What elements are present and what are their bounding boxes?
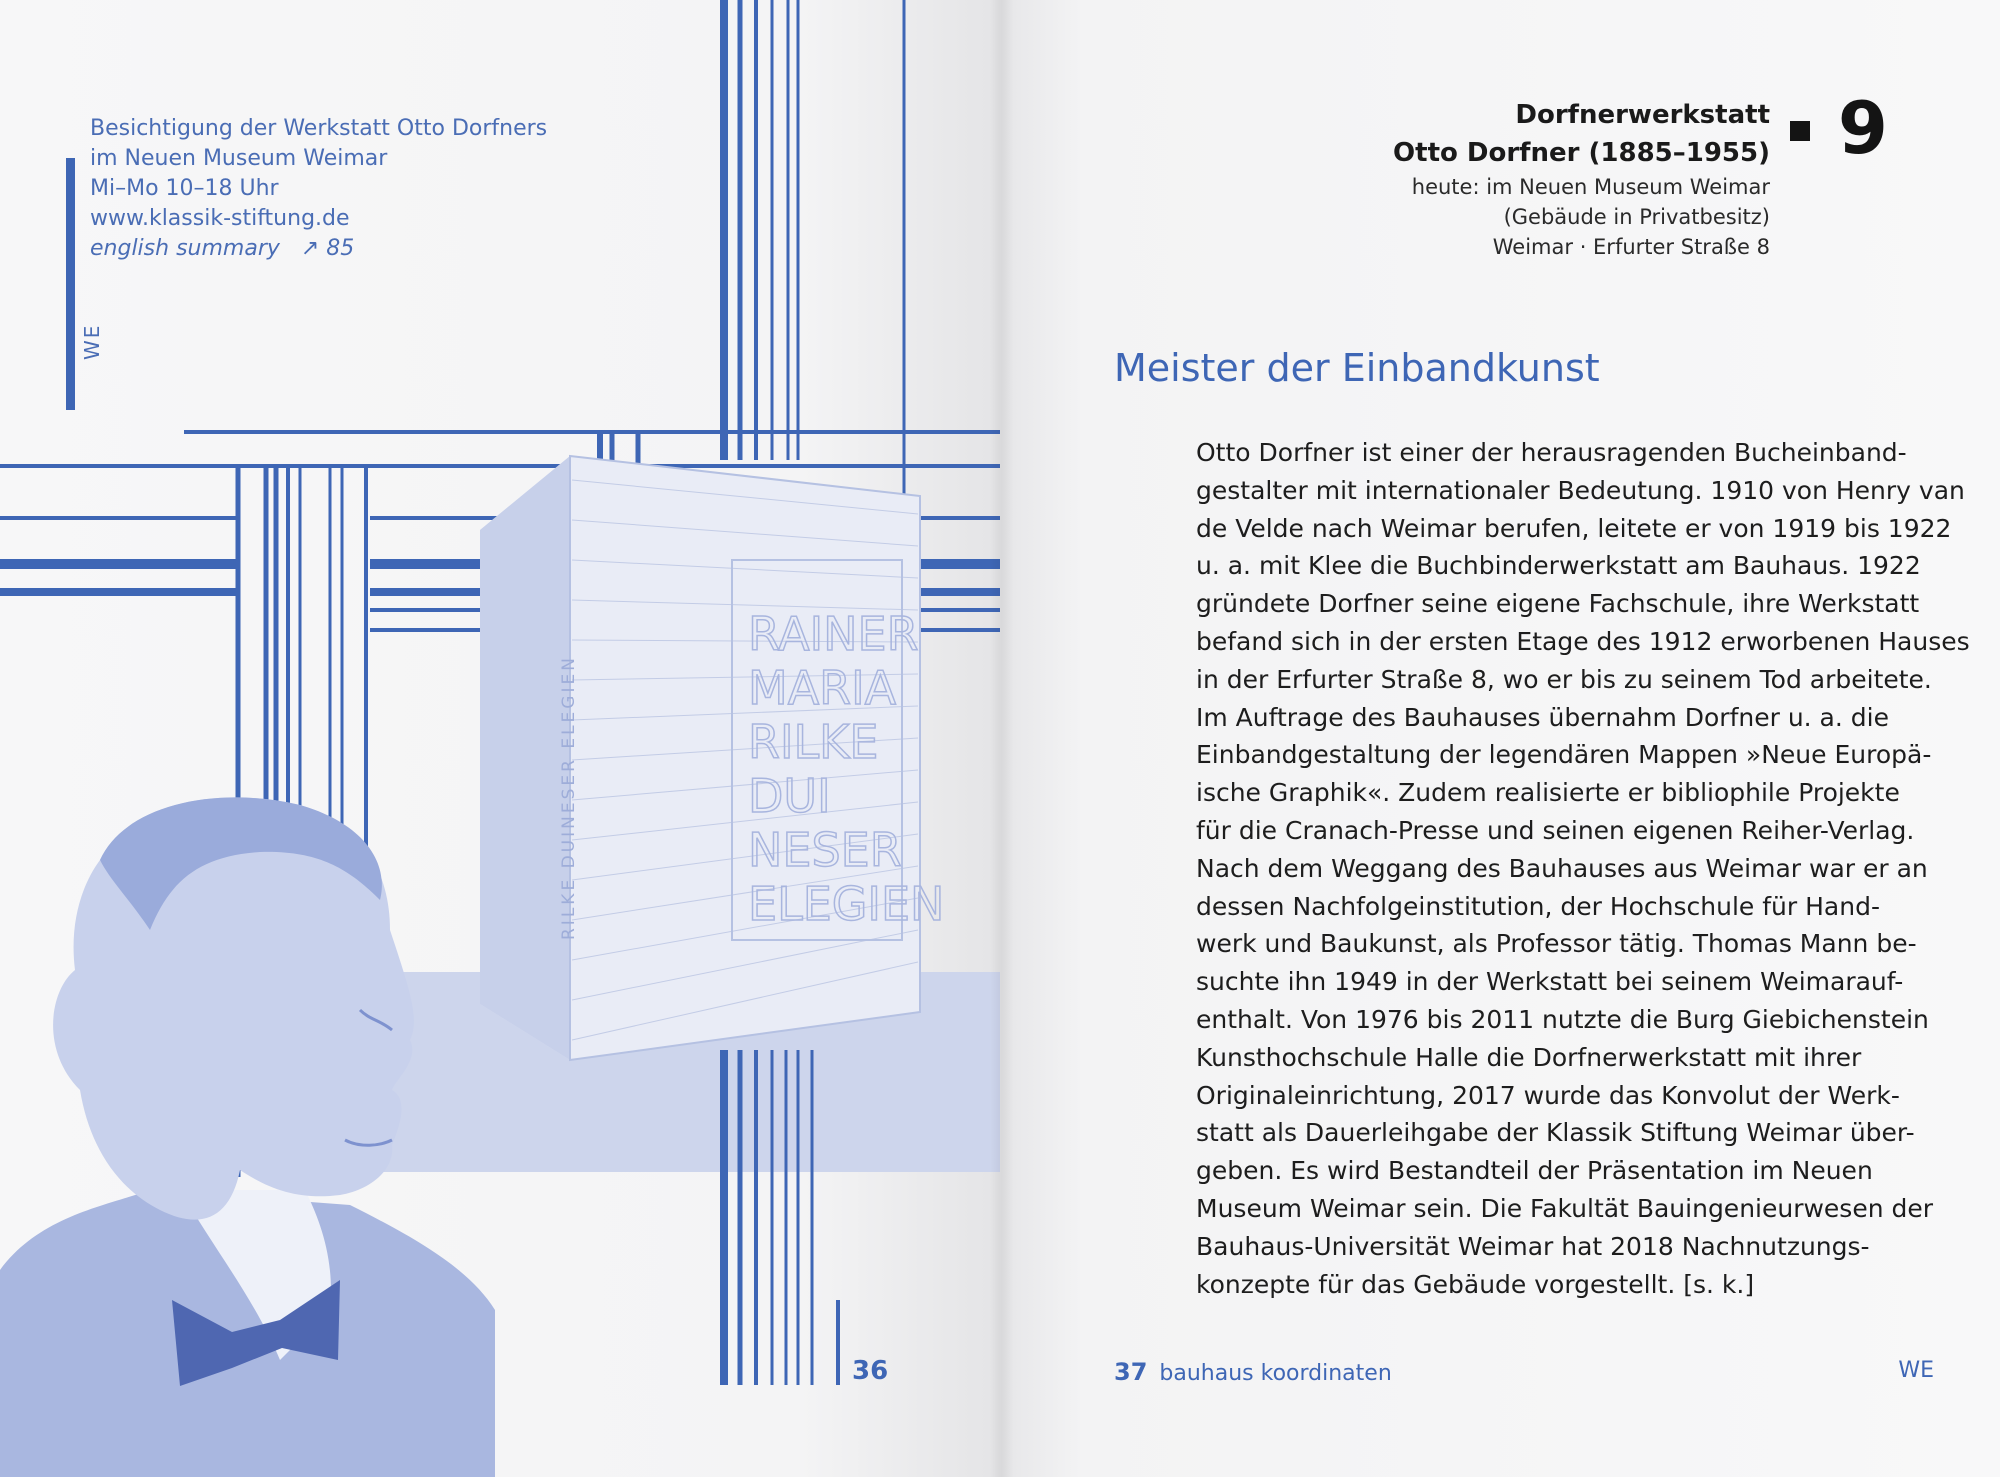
body-line: ische Graphik«. Zudem realisierte er bibliophile Projekte bbox=[1196, 778, 1900, 808]
body-line: Im Auftrage des Bauhauses übernahm Dorfner u. a. die bbox=[1196, 702, 1889, 732]
site-address: Weimar · Erfurter Straße 8 bbox=[1492, 235, 1770, 259]
site-number: 9 bbox=[1837, 86, 1888, 170]
site-title: Dorfnerwerkstatt bbox=[1515, 100, 1770, 130]
page-footer bbox=[1114, 1358, 1392, 1386]
body-text bbox=[1196, 434, 1970, 1303]
body-line: in der Erfurter Straße 8, wo er bis zu seinem Tod arbeitete. bbox=[1196, 664, 1932, 694]
body-line: befand sich in der ersten Etage des 1912 erworbenen Hauses bbox=[1196, 626, 1970, 656]
body-line: für die Cranach-Presse und seinen eigenen Reiher-Verlag. bbox=[1196, 815, 1915, 845]
site-sub-line: (Gebäude in Privatbesitz) bbox=[1503, 205, 1770, 229]
info-line-website[interactable]: www.klassik-stiftung.de bbox=[90, 206, 350, 231]
body-line: konzepte für das Gebäude vorgestellt. [s. k.] bbox=[1196, 1269, 1755, 1299]
body-line: dessen Nachfolgeinstitution, der Hochschule für Hand- bbox=[1196, 891, 1880, 921]
book-title-line: ELEGIEN bbox=[748, 877, 945, 931]
body-line: Einbandgestaltung der legendären Mappen »Neue Europä- bbox=[1196, 740, 1932, 770]
footer-title: bauhaus koordinaten bbox=[1159, 1361, 1392, 1386]
site-header bbox=[1393, 96, 1770, 262]
body-line: Otto Dorfner ist einer der herausragenden Bucheinband- bbox=[1196, 438, 1907, 467]
footer-region-tag: WE bbox=[1898, 1358, 1934, 1383]
book-title-line: DUI bbox=[748, 769, 831, 823]
english-summary-ref: ↗ 85 bbox=[300, 236, 355, 261]
body-line: werk und Baukunst, als Professor tätig. Thomas Mann be- bbox=[1196, 929, 1917, 959]
body-line: u. a. mit Klee die Buchbinderwerkstatt am Bauhaus. 1922 bbox=[1196, 551, 1921, 581]
body-line: de Velde nach Weimar berufen, leitete er von 1919 bis 1922 bbox=[1196, 513, 1952, 543]
english-summary-link[interactable] bbox=[90, 234, 547, 264]
info-line-hours: Mi–Mo 10–18 Uhr bbox=[90, 176, 279, 201]
site-person: Otto Dorfner (1885–1955) bbox=[1393, 138, 1770, 168]
body-line: suchte ihn 1949 in der Werkstatt bei seinem Weimarauf- bbox=[1196, 967, 1904, 997]
body-line: geben. Es wird Bestandteil der Präsentation im Neuen bbox=[1196, 1156, 1873, 1186]
book-title-line: NESER bbox=[748, 823, 902, 877]
visit-info bbox=[90, 114, 547, 264]
book-title-line: RILKE bbox=[748, 715, 879, 769]
body-line: enthalt. Von 1976 bis 2011 nutzte die Burg Giebichenstein bbox=[1196, 1004, 1929, 1034]
page-number-right: 37 bbox=[1114, 1358, 1148, 1386]
book-gutter bbox=[990, 0, 1014, 1477]
right-page bbox=[1000, 0, 2000, 1477]
book-title-line: RAINER bbox=[748, 607, 919, 661]
body-line: Originaleinrichtung, 2017 wurde das Konvolut der Werk- bbox=[1196, 1080, 1900, 1110]
book-title-line: MARIA bbox=[748, 661, 897, 715]
site-sub-line: heute: im Neuen Museum Weimar bbox=[1411, 175, 1770, 199]
info-line-location: im Neuen Museum Weimar bbox=[90, 146, 388, 171]
body-line: gründete Dorfner seine eigene Fachschule, ihre Werkstatt bbox=[1196, 589, 1920, 619]
body-line: Kunsthochschule Halle die Dorfnerwerkstatt mit ihrer bbox=[1196, 1042, 1862, 1072]
body-line: Bauhaus-Universität Weimar hat 2018 Nachnutzungs- bbox=[1196, 1231, 1870, 1261]
page-number-left: 36 bbox=[852, 1356, 889, 1386]
body-line: Nach dem Weggang des Bauhauses aus Weimar war er an bbox=[1196, 853, 1928, 883]
square-marker-icon bbox=[1790, 121, 1810, 141]
body-line: Museum Weimar sein. Die Fakultät Bauingenieurwesen der bbox=[1196, 1193, 1934, 1223]
body-line: gestalter mit internationaler Bedeutung. 1910 von Henry van bbox=[1196, 475, 1965, 505]
english-summary-label: english summary bbox=[90, 236, 280, 261]
book-spine-text: RILKE DUINESER ELEGIEN bbox=[559, 655, 579, 940]
info-line-visit: Besichtigung der Werkstatt Otto Dorfners bbox=[90, 116, 548, 141]
section-heading: Meister der Einbandkunst bbox=[1114, 346, 1600, 390]
vertical-accent-bar bbox=[66, 158, 75, 410]
vertical-region-tag: WE bbox=[80, 323, 104, 360]
body-line: statt als Dauerleihgabe der Klassik Stiftung Weimar über- bbox=[1196, 1118, 1915, 1148]
